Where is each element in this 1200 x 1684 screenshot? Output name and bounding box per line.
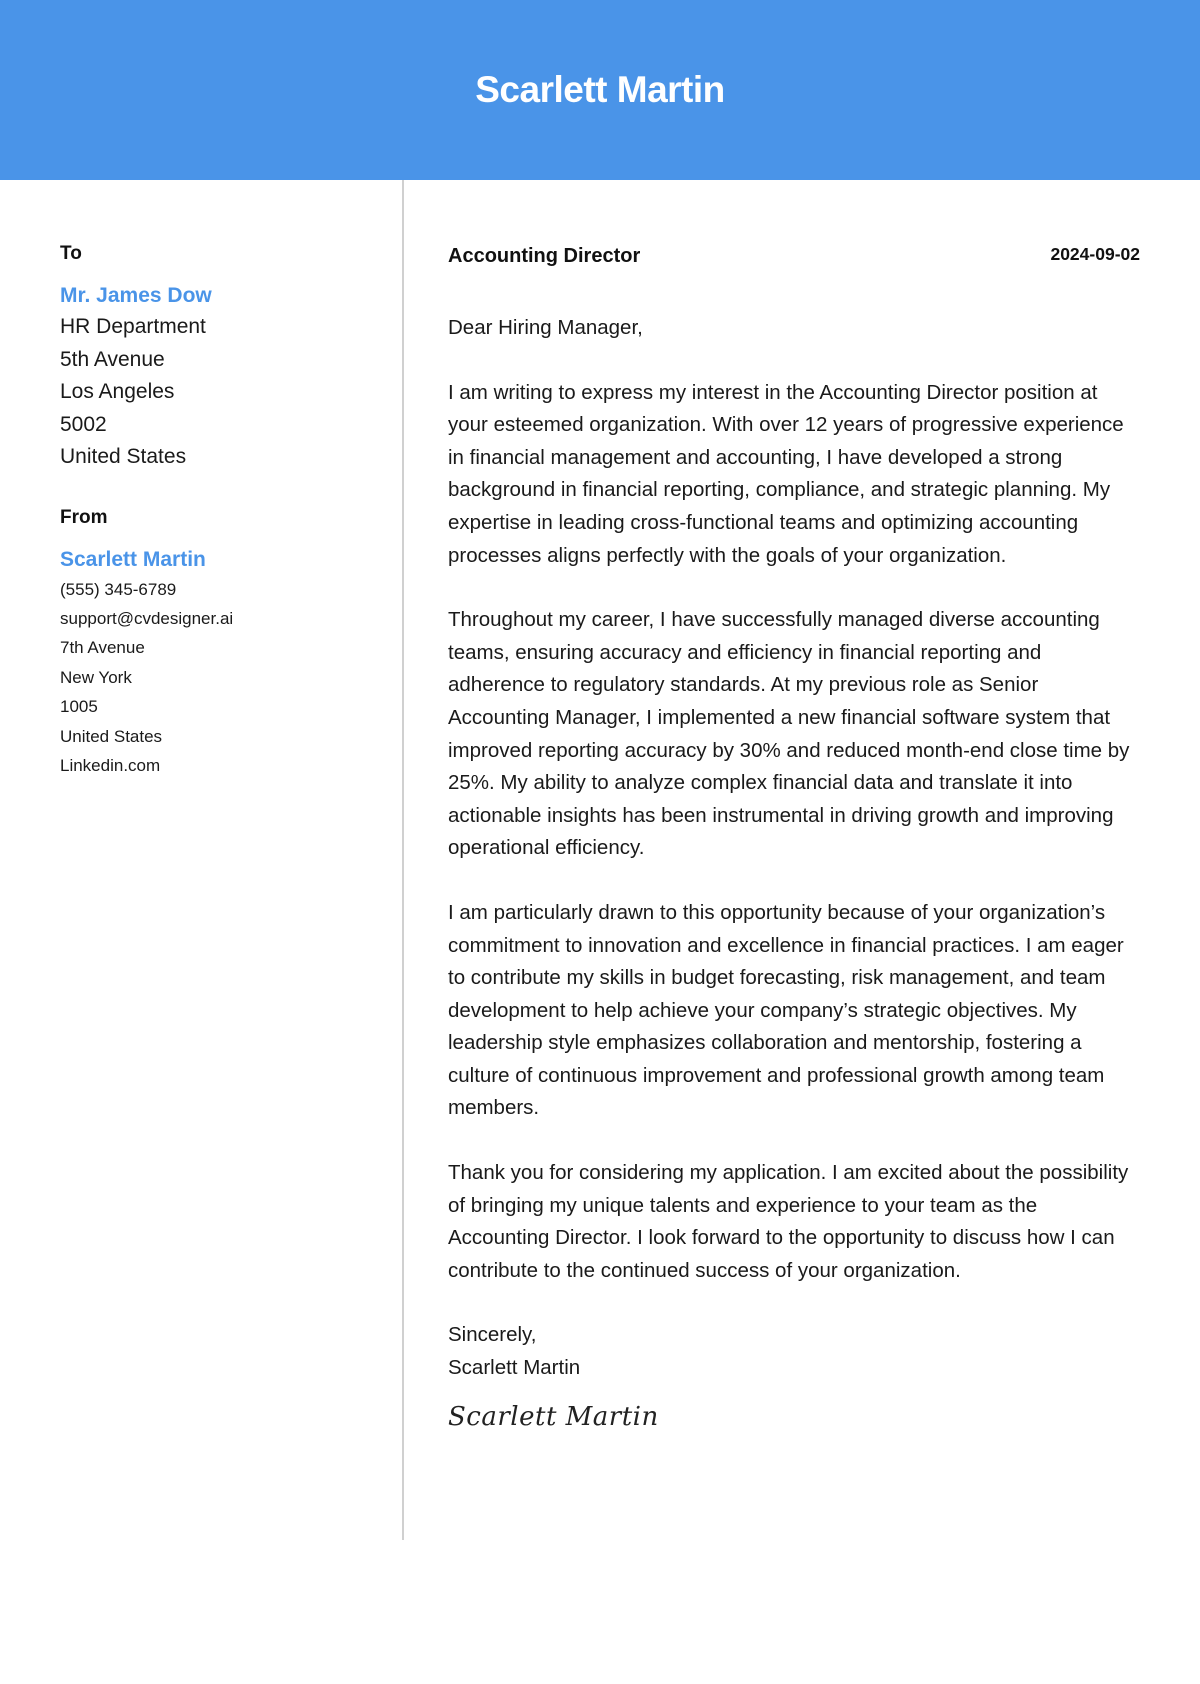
sender-email: support@cvdesigner.ai [60, 608, 234, 628]
letter-body [448, 240, 1140, 1437]
letter-date: 2024-09-02 [1050, 244, 1140, 264]
salutation: Dear Hiring Manager, [448, 316, 643, 339]
recipient-street: 5th Avenue [60, 347, 165, 371]
closing-name: Scarlett Martin [448, 1356, 581, 1380]
sender-website: Linkedin.com [60, 755, 161, 775]
sender-postal-code: 1005 [60, 697, 98, 717]
sender-country: United States [60, 726, 163, 746]
recipient-block [60, 240, 380, 474]
sender-phone: (555) 345-6789 [60, 579, 177, 599]
letter-header [448, 240, 1140, 272]
sender-block [60, 504, 380, 781]
sender-name: Scarlett Martin [60, 547, 206, 571]
recipient-country: United States [60, 445, 187, 468]
sender-heading: From [60, 506, 108, 528]
job-title: Accounting Director [448, 245, 641, 267]
sender-city: New York [60, 667, 132, 687]
recipient-city: Los Angeles [60, 380, 175, 403]
closing: Sincerely, [448, 1323, 537, 1347]
header-banner [0, 0, 1200, 180]
recipient-heading: To [60, 243, 82, 264]
paragraph-3: I am particularly drawn to this opportunity because of your organization’s commitment to innovation and excellence in financial practices. I am eager to contribute my skills in budget forecasting, risk management, and team development to help achieve your company’s strategic objectives. My leadership style emphasizes collaboration and mentorship, fostering a culture of continuous improvement and professional growth among team members. [448, 900, 1124, 1120]
paragraph-4: Thank you for considering my application. I am excited about the possibility of bringing my unique talents and experience to your team as the Accounting Director. I look forward to the opportunity to discuss how I can contribute to the continued success of your organization. [448, 1161, 1129, 1282]
paragraph-1: I am writing to express my interest in the Accounting Director position at your esteemed organization. With over 12 years of progressive experience in financial management and accounting, I have developed a strong background in financial reporting, compliance, and strategic planning. My expertise in leading cross-functional teams and optimizing accounting processes aligns perfectly with the goals of your organization. [448, 380, 1124, 567]
recipient-department: HR Department [60, 315, 206, 338]
sidebar [60, 240, 380, 780]
sender-street: 7th Avenue [60, 638, 145, 658]
column-divider [402, 180, 404, 1540]
paragraph-2: Throughout my career, I have successfully managed diverse accounting teams, ensuring accuracy and efficiency in financial reporting and adherence to regulatory standards. At my previous role as Senior Accounting Manager, I implemented a new financial software system that improved reporting accuracy by 30% and reduced month-end close time by 25%. My ability to analyze complex financial data and translate it into actionable insights has been instrumental in driving growth and improving operational efficiency. [448, 608, 1130, 860]
applicant-name-heading: Scarlett Martin [475, 69, 725, 110]
signature: Scarlett Martin [448, 1401, 659, 1432]
recipient-name: Mr. James Dow [60, 284, 212, 307]
recipient-postal-code: 5002 [60, 412, 107, 436]
